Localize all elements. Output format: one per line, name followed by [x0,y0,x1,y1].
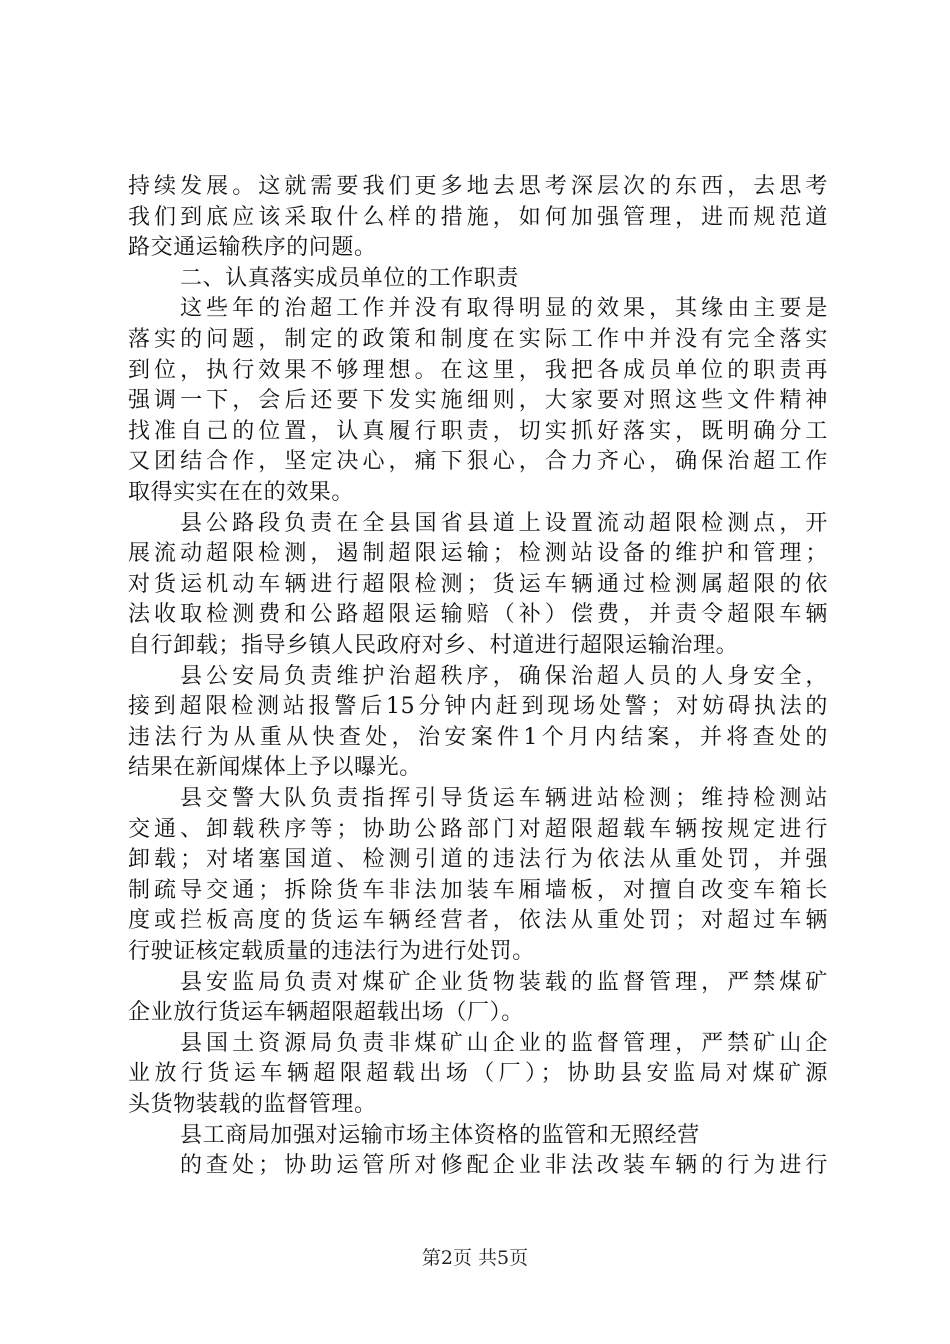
text-line: 找准自己的位置，认真履行职责，切实抓好落实，既明确分工 [128,418,828,444]
text-line: 业放行货运车辆超限超载出场（厂）；协助县安监局对煤矿源 [128,1061,828,1087]
text-line: 头货物装载的监督管理。 [128,1092,377,1117]
paragraph-start: 县公安局负责维护治超秩序，确保治超人员的人身安全， [180,663,828,689]
text-line: 卸载；对堵塞国道、检测引道的违法行为依法从重处罚，并强 [128,847,828,873]
text-line: 对货运机动车辆进行超限检测；货运车辆通过检测属超限的依 [128,571,828,597]
text-line: 强调一下，会后还要下发实施细则，大家要对照这些文件精神 [128,388,828,414]
paragraph-start: 县国土资源局负责非煤矿山企业的监督管理，严禁矿山企 [180,1030,828,1056]
text-line: 持续发展。这就需要我们更多地去思考深层次的东西，去思考 [128,174,828,199]
text-line: 到位，执行效果不够理想。在这里，我把各成员单位的职责再 [128,357,828,383]
text-line: 取得实实在在的效果。 [128,480,355,505]
text-line: 接到超限检测站报警后15分钟内赶到现场处警；对妨碍执法的 [128,694,828,720]
paragraph-start: 这些年的治超工作并没有取得明显的效果，其缘由主要是 [180,296,828,322]
text-line: 交通、卸载秩序等；协助公路部门对超限超载车辆按规定进行 [128,816,828,842]
paragraph-start: 县公路段负责在全县国省县道上设置流动超限检测点，开 [180,510,828,536]
text-line: 路交通运输秩序的问题。 [128,235,377,261]
page-footer [0,1246,950,1270]
text-line: 制疏导交通；拆除货车非法加装车厢墙板，对擅自改变车箱长 [128,877,828,903]
text-line: 违法行为从重从快查处，治安案件1个月内结案，并将查处的 [128,724,828,750]
text-line: 度或拦板高度的货运车辆经营者，依法从重处罚；对超过车辆 [128,908,828,934]
section-heading: 二、认真落实成员单位的工作职责 [180,265,520,291]
text-line: 行驶证核定载质量的违法行为进行处罚。 [128,939,535,964]
paragraph-start: 县交警大队负责指挥引导货运车辆进站检测；维持检测站 [180,786,828,811]
paragraph-start: 县安监局负责对煤矿企业货物装载的监督管理，严禁煤矿 [180,969,828,995]
text-line: 我们到底应该采取什么样的措施，如何加强管理，进而规范道 [128,204,828,230]
text-line: 企业放行货运车辆超限超载出场（厂）。 [128,1000,524,1026]
text-line: 自行卸载；指导乡镇人民政府对乡、村道进行超限运输治理。 [128,633,739,658]
text-line: 结果在新闻煤体上予以曝光。 [128,755,422,781]
text-line: 法收取检测费和公路超限运输赔（补）偿费，并责令超限车辆 [128,602,828,628]
text-line: 落实的问题，制定的政策和制度在实际工作中并没有完全落实 [128,327,828,352]
text-line: 展流动超限检测，遏制超限运输；检测站设备的维护和管理； [128,541,828,567]
paragraph-start: 县工商局加强对运输市场主体资格的监管和无照经营 [180,1122,700,1148]
page-number-label: 第2页 共5页 [421,1247,529,1269]
text-line: 又团结合作，坚定决心，痛下狠心，合力齐心，确保治超工作 [128,449,828,475]
paragraph-start: 的查处；协助运管所对修配企业非法改装车辆的行为进行 [180,1153,828,1179]
